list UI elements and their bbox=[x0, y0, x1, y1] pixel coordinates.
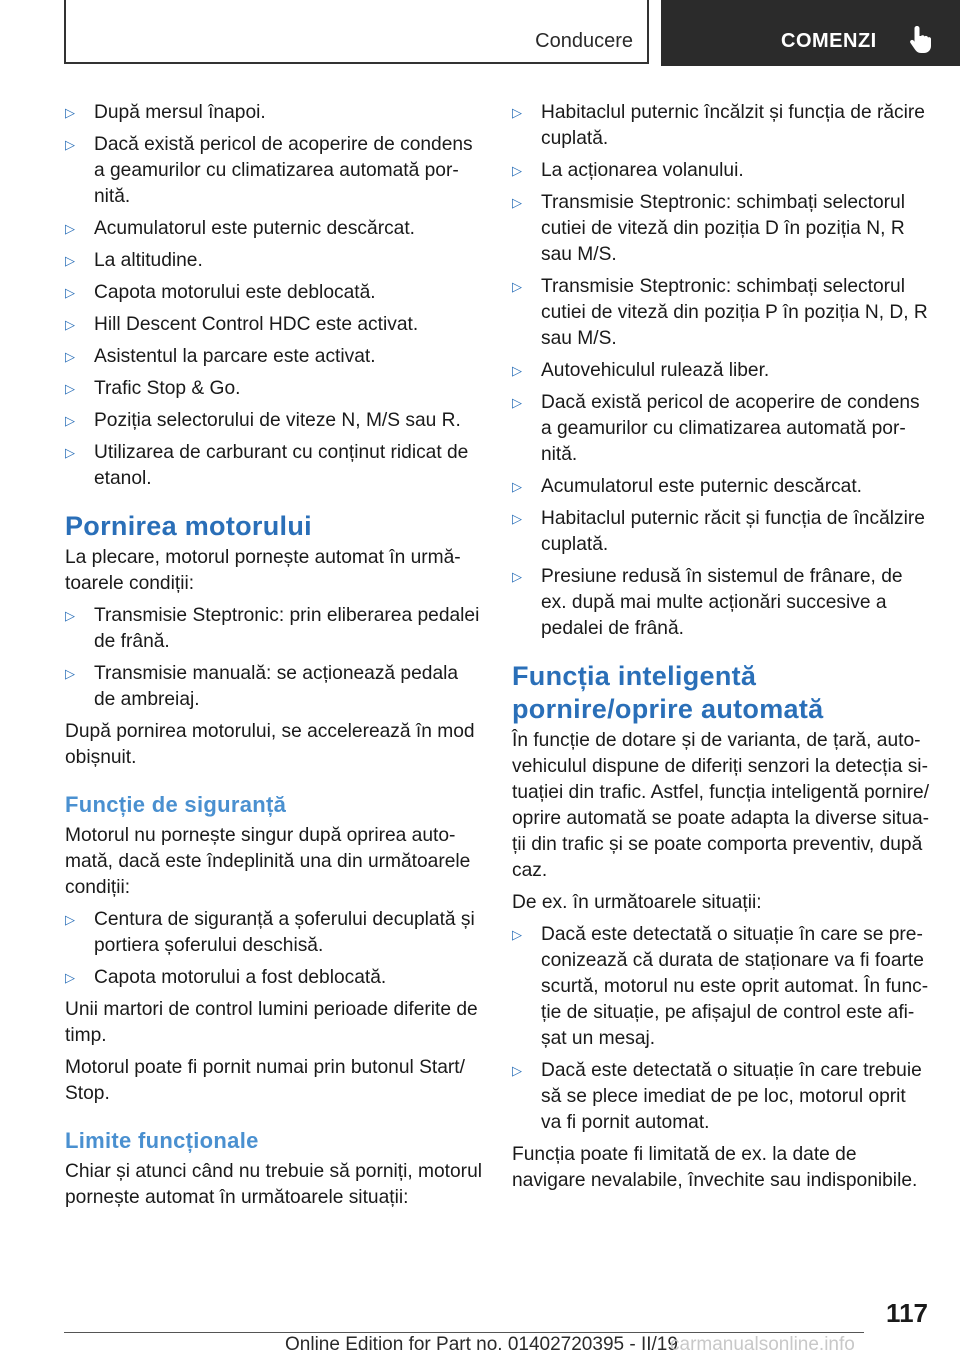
triangle-bullet-icon: ▷ bbox=[65, 105, 75, 120]
triangle-bullet-icon: ▷ bbox=[512, 195, 522, 210]
list-item: ▷ Dacă există pericol de acoperire de condens a geamurilor cu climatizarea automată pornită. bbox=[65, 134, 473, 207]
right-column bbox=[512, 100, 930, 1200]
triangle-bullet-icon: ▷ bbox=[512, 927, 522, 942]
triangle-bullet-icon: ▷ bbox=[65, 317, 75, 332]
list-item: ▷ Capota motorului este deblocată. bbox=[65, 280, 483, 306]
list-item: ▷ Utilizarea de carburant cu conținut ridicat de etanol. bbox=[65, 442, 469, 489]
chapter-title: COMENZI bbox=[781, 30, 877, 52]
section-title: Conducere bbox=[535, 30, 633, 52]
list-item: ▷ Capota motorului a fost deblocată. bbox=[65, 965, 483, 991]
triangle-bullet-icon: ▷ bbox=[65, 253, 75, 268]
triangle-bullet-icon: ▷ bbox=[512, 279, 522, 294]
list-item: ▷ Trafic Stop & Go. bbox=[65, 376, 483, 402]
triangle-bullet-icon: ▷ bbox=[65, 912, 75, 927]
list-item: ▷ Transmisie manuală: se acționează pedala de ambreiaj. bbox=[65, 663, 459, 710]
heading-engine-start: Pornirea motorului bbox=[65, 511, 312, 541]
safety-paragraph-1: Unii martori de control lumini perioade diferite de timp. bbox=[65, 999, 478, 1046]
chapter-tab bbox=[661, 0, 960, 66]
smart-paragraph-2: De ex. în următoarele situații: bbox=[512, 892, 762, 913]
triangle-bullet-icon: ▷ bbox=[512, 1063, 522, 1078]
triangle-bullet-icon: ▷ bbox=[512, 105, 522, 120]
list-item: ▷ Dacă există pericol de acoperire de condens a geamurilor cu climatizarea automată pornită. bbox=[512, 392, 920, 465]
list-item: ▷ Transmisie Steptronic: prin eliberarea pedalei de frână. bbox=[65, 605, 480, 652]
page-header bbox=[0, 0, 960, 66]
triangle-bullet-icon: ▷ bbox=[65, 445, 75, 460]
list-item: ▷ După mersul înapoi. bbox=[65, 100, 483, 126]
hand-pointer-icon bbox=[908, 24, 934, 54]
list-item: ▷ Asistentul la parcare este activat. bbox=[65, 344, 483, 370]
limits-intro: Chiar și atunci când nu trebuie să porniți, motorul pornește automat în următoarele situații: bbox=[65, 1161, 483, 1208]
heading-safety: Funcție de siguranță bbox=[65, 792, 287, 817]
triangle-bullet-icon: ▷ bbox=[65, 666, 75, 681]
safety-intro: Motorul nu pornește singur după oprirea automată, dacă este îndeplinită una din următoarele condiții: bbox=[65, 825, 471, 898]
triangle-bullet-icon: ▷ bbox=[65, 221, 75, 236]
triangle-bullet-icon: ▷ bbox=[65, 381, 75, 396]
watermark-logo: carmanualsonline.info bbox=[670, 1334, 855, 1355]
list-item: ▷ Transmisie Steptronic: schimbați selectorul cutiei de viteză din poziția D în poziția N, R sau M/S. bbox=[512, 192, 905, 265]
triangle-bullet-icon: ▷ bbox=[512, 395, 522, 410]
list-item: ▷ Centura de siguranță a șoferului decuplată și portiera șoferului deschisă. bbox=[65, 909, 475, 956]
smart-paragraph-1: În funcție de dotare și de varianta, de țară, autovehiculul dispune de diferiți senzori la detecția situației din trafic. Astfel, funcția inteligentă pornire/ oprire automată se poate adapta la diverse situații din trafic și se poate comporta preventiv, după caz. bbox=[512, 730, 930, 881]
list-item: ▷ Transmisie Steptronic: schimbați selectorul cutiei de viteză din poziția P în poziția N, D, R sau M/S. bbox=[512, 276, 928, 349]
list-item: ▷ Presiune redusă în sistemul de frânare, de ex. după mai multe acționări succesive a pedalei de frână. bbox=[512, 566, 903, 639]
triangle-bullet-icon: ▷ bbox=[512, 511, 522, 526]
list-item: ▷ Autovehiculul rulează liber. bbox=[512, 358, 930, 384]
heading-smart-start-stop: Funcția inteligentă pornire/oprire automată bbox=[512, 661, 824, 724]
triangle-bullet-icon: ▷ bbox=[65, 608, 75, 623]
list-item: ▷ Dacă este detectată o situație în care se preconizează că durata de staționare va fi foarte scurtă, motorul nu este oprit automat. În funcție de situație, pe afișajul de control este afișat un mesaj. bbox=[512, 924, 929, 1049]
triangle-bullet-icon: ▷ bbox=[65, 349, 75, 364]
safety-paragraph-2: Motorul poate fi pornit numai prin butonul Start/ Stop. bbox=[65, 1057, 465, 1104]
triangle-bullet-icon: ▷ bbox=[512, 163, 522, 178]
start-after: După pornirea motorului, se accelerează în mod obișnuit. bbox=[65, 721, 475, 768]
smart-paragraph-3: Funcția poate fi limitată de ex. la date de navigare nevalabile, învechite sau indisponibile. bbox=[512, 1144, 918, 1191]
triangle-bullet-icon: ▷ bbox=[512, 363, 522, 378]
list-item: ▷ Acumulatorul este puternic descărcat. bbox=[512, 474, 930, 500]
triangle-bullet-icon: ▷ bbox=[65, 970, 75, 985]
footer-divider bbox=[64, 1332, 864, 1333]
list-item: ▷ Habitaclul puternic încălzit și funcția de răcire cuplată. bbox=[512, 102, 925, 149]
section-tab bbox=[64, 0, 649, 64]
start-intro: La plecare, motorul pornește automat în următoarele condiții: bbox=[65, 547, 461, 594]
triangle-bullet-icon: ▷ bbox=[65, 285, 75, 300]
triangle-bullet-icon: ▷ bbox=[65, 137, 75, 152]
triangle-bullet-icon: ▷ bbox=[512, 479, 522, 494]
list-item: ▷ La altitudine. bbox=[65, 248, 483, 274]
list-item: ▷ Habitaclul puternic răcit și funcția de încălzire cuplată. bbox=[512, 508, 925, 555]
page-number: 117 bbox=[886, 1298, 928, 1328]
list-item: ▷ Dacă este detectată o situație în care trebuie să se plece imediat de pe loc, motorul oprit va fi pornit automat. bbox=[512, 1060, 922, 1133]
list-item: ▷ Hill Descent Control HDC este activat. bbox=[65, 312, 483, 338]
triangle-bullet-icon: ▷ bbox=[512, 569, 522, 584]
list-item: ▷ Acumulatorul este puternic descărcat. bbox=[65, 216, 483, 242]
footer-edition: Online Edition for Part no. 01402720395 - II/19 bbox=[285, 1334, 678, 1355]
list-item: ▷ La acționarea volanului. bbox=[512, 158, 930, 184]
heading-limits: Limite funcționale bbox=[65, 1128, 259, 1153]
triangle-bullet-icon: ▷ bbox=[65, 413, 75, 428]
list-item: ▷ Poziția selectorului de viteze N, M/S sau R. bbox=[65, 408, 483, 434]
left-column bbox=[65, 100, 483, 1217]
